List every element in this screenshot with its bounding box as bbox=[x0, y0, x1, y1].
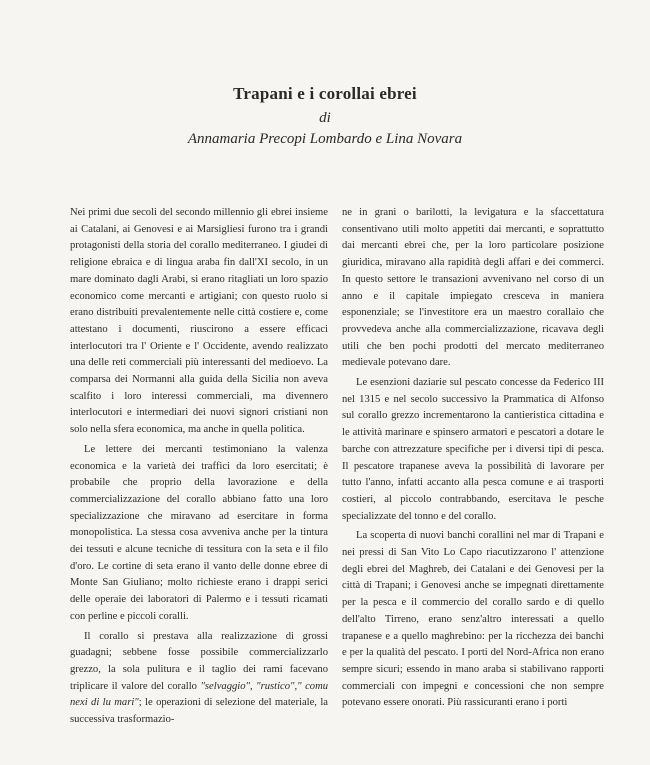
paragraph: ne in grani o barilotti, la levigatura e la sfaccettatura consentivano utili molto appetiti dai mercanti, e soprattutto dai mercanti ebrei che, per la loro particolare posizione giuridica, miravano alla rapidità degli affari e dei commerci. In questo settore le transazioni avvenivano nel corso di un anno e il capitale impiegato cresceva in maniera esponenziale; se l'investitore era un maestro corallaio che provvedeva anche alla commercializzazione, ricavava degli utili che ben pochi prodotti del mercato mediterraneo medievale potevano dare. bbox=[342, 207, 604, 369]
paragraph-text: ; le operazioni di selezione del materiale, la successiva trasformazio- bbox=[70, 697, 328, 726]
paragraph: Nei primi due secoli del secondo millennio gli ebrei insieme ai Catalani, ai Genovesi e ai Marsigliesi furono tra i grandi protagonisti della storia del corallo mediterraneo. I giudei di religione ebraica e di lingua araba fin dall'XI secolo, in un mare dominato dagli Arabi, si erano ritagliati un loro spazio economico come mercanti e artigiani; con questo ruolo si erano distribuiti prevalentemente nelle città costiere e, come attestano i documenti, riuscirono a essere efficaci interlocutori tra l' Oriente e l' Occidente, avendo realizzato una delle reti commerciali più interessanti del medioevo. La comparsa dei Normanni alla guida della Sicilia non aveva scalfito i loro interessi commerciali, ma divennero interlocutori e intermediari dei nuovi signori cristiani non solo nella sfera economica, ma anche in quella politica. bbox=[70, 207, 328, 436]
article-title: Trapani e i corollai ebrei bbox=[233, 84, 417, 103]
paragraph: La scoperta di nuovi banchi corallini nel mar di Trapani e nei pressi di San Vito Lo Capo riacutizzarono l' attenzione degli ebrei del Maghreb, dei Catalani e dei Genovesi per la città di Trapani; i Genovesi anche se impegnati direttamente per la pesca e il commercio del corallo sardo e di quello dell'alto Tirreno, erano senz'altro interessati a quello trapanese e a quello maghrebino: per la ricchezza dei banchi e per la qualità del pescato. I porti del Nord-Africa non erano sempre sicuri; essendo in mano araba si stabilivano rapporti commerciali con impegni e concessioni che non sempre potevano essere onorati. Più rassicuranti erano i porti bbox=[342, 530, 604, 709]
right-column bbox=[342, 205, 604, 712]
paragraph: Le esenzioni daziarie sul pescato concesse da Federico III nel 1315 e nel secolo successivo la Prammatica di Alfonso sul corallo grezzo incrementarono la cantieristica cittadina e le attività marinare e spinsero armatori e pescatori a dotare le barche con attrezzature specifiche per i diversi tipi di pesca. Il pescatore trapanese aveva la possibilità di lavorare per tutto l'anno, infatti accanto alla pesca comune e ai trasporti costieri, al piccolo contrabbando, esercitava le pesche specializzate del tonno e del corallo. bbox=[342, 377, 604, 522]
paragraph bbox=[70, 629, 328, 729]
byline-di: di bbox=[319, 110, 331, 126]
article-header bbox=[0, 84, 650, 148]
left-column bbox=[70, 205, 328, 729]
article-authors: Annamaria Precopi Lombardo e Lina Novara bbox=[187, 131, 463, 147]
paragraph: Le lettere dei mercanti testimoniano la valenza economica e la varietà dei traffici da loro esercitati; è probabile che proprio della lavorazione e della commercializzazione del corallo abbiano fatto una loro specializzazione che miravano ad esercitare in forma monopolistica. La stessa cosa avveniva anche per la tintura dei tessuti e alcune tecniche di tessitura con la seta e il filo d'oro. Le cortine di seta erano il vanto delle donne ebree di Monte San Giuliano; molto richieste erano i drappi serici delle operaie dei laboratori di Palermo e i tessuti ricamati con perline e piccoli coralli. bbox=[70, 443, 328, 622]
paragraph-italic-text: "selvaggio", "rustico"," comu nexi di lu mari" bbox=[70, 680, 329, 709]
paragraph-text: Il corallo si prestava alla realizzazione di grossi guadagni; sebbene fosse possibile commercializzarlo grezzo, la sola pulitura e il taglio dei rami facevano triplicare il valore del corallo bbox=[70, 630, 328, 692]
